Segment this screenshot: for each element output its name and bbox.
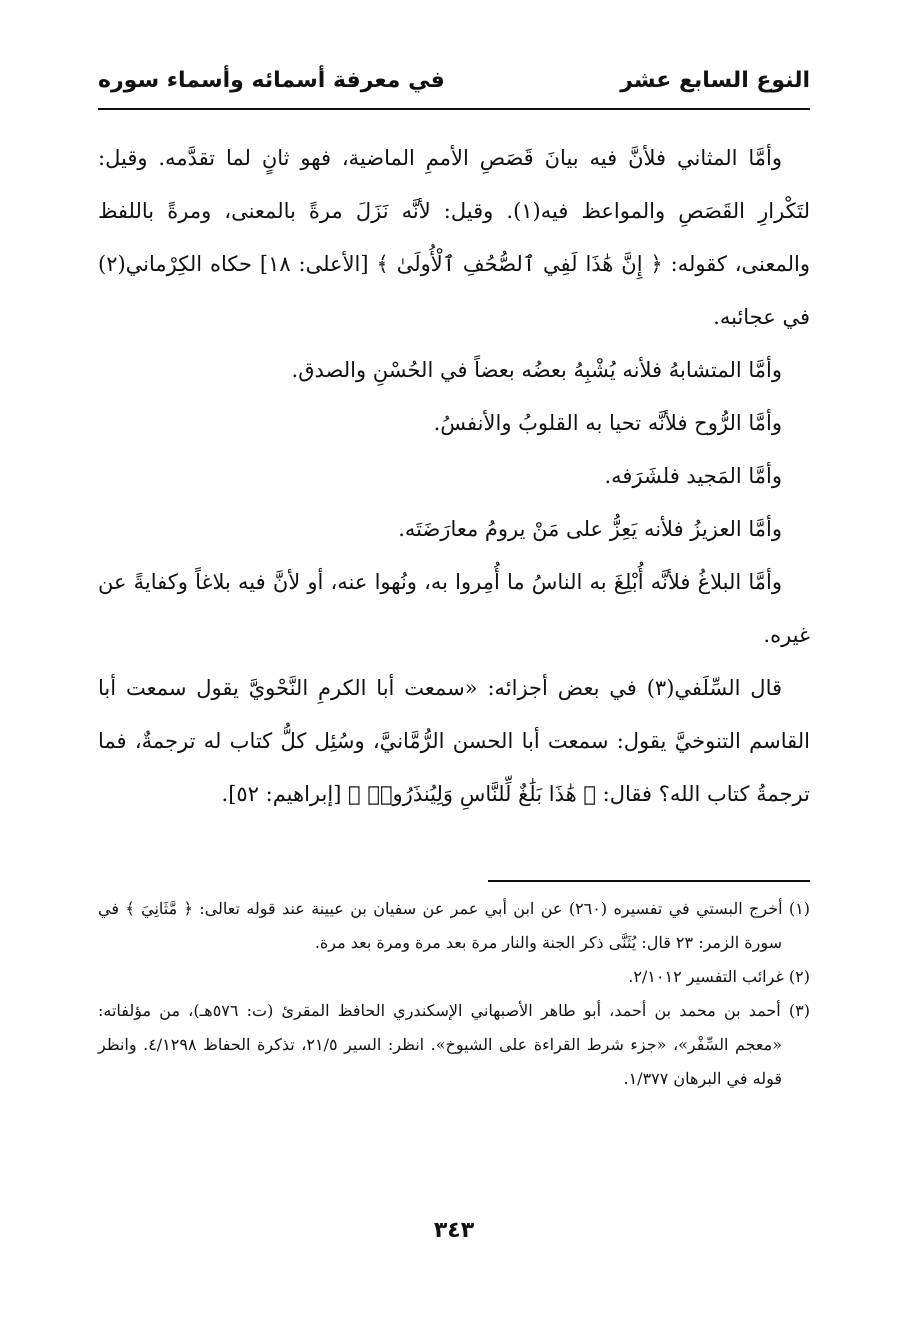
paragraph-balagh: وأمَّا البلاغُ فلأنَّه أُبْلِغَ به الناسُ ما أُمِروا به، ونُهوا عنه، أو لأنَّ فيه بلاغاً وكفايةً عن غيره. (98, 570, 810, 647)
header-divider (98, 108, 810, 110)
footnote-1: (١) أخرج البستي في تفسيره (٢٦٠) عن ابن أبي عمر عن سفيان بن عيينة عند قوله تعالى: ﴿ مَّثَانِيَ ﴾ في سورة الزمر: ٢٣ قال: يُثَنَّى ذكر الجنة والنار مرة بعد مرة ومرة بعد مرة. (98, 899, 810, 952)
paragraph-mutashabih: وأمَّا المتشابهُ فلأنه يُشْبِهُ بعضُه بعضاً في الحُسْنِ والصدق. (291, 358, 782, 382)
main-text (98, 132, 810, 821)
footnotes (98, 892, 810, 1096)
paragraph-silafi-quote: قال السِّلَفي(٣) في بعض أجزائه: «سمعت أبا الكرمِ النَّحْويَّ يقول سمعت أبا القاسم التنوخيَّ يقول: سمعت أبا الحسن الرُّمَّانيَّ، وسُئِل كلُّ كتاب له ترجمةٌ، فما ترجمةُ كتاب الله؟ فقال: ﴿ هَٰذَا بَلَٰغٌ لِّلنَّاسِ وَلِيُنذَرُوا۟ ﴾ [إبراهيم: ٥٢]. (98, 676, 810, 806)
running-header (98, 60, 810, 104)
topic-title: في معرفة أسمائه وأسماء سوره (98, 68, 445, 93)
page-number: ٣٤٣ (433, 1218, 475, 1243)
book-page (98, 0, 810, 1318)
paragraph-aziz: وأمَّا العزيزُ فلأنه يَعِزُّ على مَنْ يرومُ معارَضَتَه. (398, 517, 782, 541)
paragraph-mathani: وأمَّا المثاني فلأنَّ فيه بيانَ قَصَصِ الأممِ الماضية، فهو ثانٍ لما تقدَّمه. وقيل: لتَكْرارِ القَصَصِ والمواعظ فيه(١). وقيل: لأنَّه نَزَلَ مرةً بالمعنى، ومرةً باللفظ والمعنى، كقوله: ﴿ إِنَّ هَٰذَا لَفِي ٱلصُّحُفِ ٱلْأُولَىٰ ﴾ [الأعلى: ١٨] حكاه الكِرْماني(٢) في عجائبه. (98, 146, 810, 329)
paragraph-ruh: وأمَّا الرُّوح فلأنَّه تحيا به القلوبُ والأنفسُ. (433, 411, 782, 435)
paragraph-majid: وأمَّا المَجيد فلشَرَفه. (604, 464, 782, 488)
chapter-title: النوع السابع عشر (620, 68, 810, 93)
footnote-3: (٣) أحمد بن محمد بن أحمد، أبو طاهر الأصبهاني الإسكندري الحافظ المقرئ (ت: ٥٧٦هـ)، من مؤلفاته: «معجم السِّفْر»، «جزء شرط القراءة على الشيوخ». انظر: السير ٢١/٥، تذكرة الحفاظ ٤/١٢٩٨. وانظر قوله في البرهان ١/٣٧٧. (98, 1001, 810, 1088)
footnote-divider (488, 880, 810, 882)
footnote-2: (٢) غرائب التفسير ٢/١٠١٢. (628, 967, 810, 986)
